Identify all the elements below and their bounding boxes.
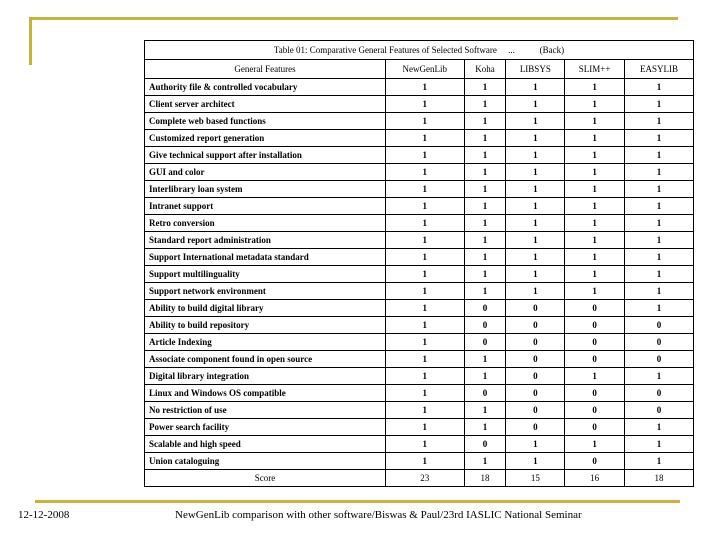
table-row [145,419,694,436]
feature-value: 1 [624,215,693,232]
feature-value: 1 [506,113,565,130]
feature-value: 0 [565,334,625,351]
score-value: 16 [565,470,625,487]
feature-value: 1 [386,317,465,334]
feature-name: Scalable and high speed [145,436,386,453]
feature-name: Ability to build repository [145,317,386,334]
feature-value: 1 [506,198,565,215]
feature-value: 0 [506,334,565,351]
feature-name: Support International metadata standard [145,249,386,266]
feature-value: 1 [565,181,625,198]
feature-value: 1 [386,436,465,453]
feature-value: 1 [565,232,625,249]
table-row [145,96,694,113]
comparison-table [144,40,694,487]
feature-value: 1 [506,96,565,113]
feature-value: 0 [565,419,625,436]
feature-value: 0 [565,351,625,368]
feature-name: Union cataloguing [145,453,386,470]
feature-value: 1 [506,266,565,283]
table-row [145,249,694,266]
feature-value: 1 [386,215,465,232]
feature-value: 1 [464,181,506,198]
table-row [145,368,694,385]
feature-value: 1 [624,96,693,113]
feature-value: 1 [624,266,693,283]
feature-value: 1 [464,232,506,249]
feature-value: 1 [386,164,465,181]
score-value: 23 [386,470,465,487]
footer: NewGenLib comparison with other software/Biswas & Paul/23rd IASLIC National Seminar [175,509,582,521]
feature-value: 1 [624,453,693,470]
feature-value: 1 [506,79,565,96]
table-row [145,181,694,198]
feature-name: GUI and color [145,164,386,181]
feature-name: Complete web based functions [145,113,386,130]
feature-value: 1 [624,130,693,147]
feature-name: Support network environment [145,283,386,300]
feature-name: Authority file & controlled vocabulary [145,79,386,96]
feature-value: 1 [464,249,506,266]
feature-value: 1 [464,164,506,181]
feature-value: 1 [624,232,693,249]
feature-name: Ability to build digital library [145,300,386,317]
feature-name: Standard report administration [145,232,386,249]
feature-value: 1 [464,198,506,215]
feature-value: 1 [565,130,625,147]
feature-value: 1 [386,368,465,385]
feature-value: 1 [506,453,565,470]
table-row [145,198,694,215]
feature-value: 1 [624,198,693,215]
feature-value: 0 [506,300,565,317]
feature-value: 0 [506,351,565,368]
feature-value: 1 [624,113,693,130]
feature-value: 1 [386,300,465,317]
feature-value: 1 [565,198,625,215]
feature-value: 1 [386,385,465,402]
table-row [145,164,694,181]
table-row [145,79,694,96]
feature-value: 1 [464,453,506,470]
feature-value: 1 [506,164,565,181]
feature-name: Give technical support after installation [145,147,386,164]
header-row [145,60,694,79]
feature-value: 1 [386,147,465,164]
feature-value: 1 [624,283,693,300]
top-rule [30,17,678,20]
feature-value: 1 [624,300,693,317]
col-header: LIBSYS [506,60,565,79]
score-value: 18 [464,470,506,487]
date: 12-12-2008 [18,509,70,521]
table-row [145,402,694,419]
feature-value: 1 [624,164,693,181]
col-header: EASYLIB [624,60,693,79]
feature-value: 0 [565,453,625,470]
feature-value: 0 [624,317,693,334]
feature-value: 0 [506,419,565,436]
feature-value: 1 [386,96,465,113]
feature-name: Interlibrary loan system [145,181,386,198]
score-value: 15 [506,470,565,487]
feature-value: 1 [624,368,693,385]
feature-value: 1 [464,79,506,96]
feature-value: 1 [565,436,625,453]
feature-name: Digital library integration [145,368,386,385]
feature-value: 1 [386,266,465,283]
feature-value: 0 [565,402,625,419]
feature-value: 0 [506,402,565,419]
feature-value: 1 [464,147,506,164]
feature-value: 0 [464,385,506,402]
feature-value: 1 [464,351,506,368]
feature-value: 1 [386,113,465,130]
col-header: Koha [464,60,506,79]
feature-value: 1 [464,266,506,283]
feature-value: 1 [506,249,565,266]
feature-name: Intranet support [145,198,386,215]
feature-value: 1 [565,215,625,232]
feature-name: Support multilinguality [145,266,386,283]
feature-value: 0 [624,385,693,402]
feature-name: Associate component found in open source [145,351,386,368]
col-header: SLIM++ [565,60,625,79]
feature-value: 1 [464,419,506,436]
feature-value: 1 [386,232,465,249]
title-text: Table 01: Comparative General Features of Selected Software [273,44,497,55]
feature-value: 1 [464,368,506,385]
feature-value: 1 [506,283,565,300]
feature-name: No restriction of use [145,402,386,419]
table-row [145,147,694,164]
feature-value: 0 [464,436,506,453]
feature-value: 1 [464,113,506,130]
feature-value: 0 [464,317,506,334]
feature-value: 0 [565,385,625,402]
score-row [145,470,694,487]
table-title [145,41,694,60]
table-row [145,113,694,130]
feature-value: 1 [565,147,625,164]
feature-value: 1 [386,334,465,351]
feature-value: 1 [386,419,465,436]
feature-value: 1 [464,283,506,300]
score-label: Score [145,470,386,487]
feature-value: 1 [565,368,625,385]
feature-value: 1 [386,283,465,300]
ellipsis: ... [508,44,515,55]
feature-value: 1 [624,147,693,164]
table-row [145,436,694,453]
feature-name: Power search facility [145,419,386,436]
feature-value: 0 [506,317,565,334]
feature-value: 1 [386,453,465,470]
feature-value: 1 [506,215,565,232]
feature-value: 0 [464,334,506,351]
feature-name: Client server architect [145,96,386,113]
table-row [145,215,694,232]
feature-name: Linux and Windows OS compatible [145,385,386,402]
feature-value: 0 [624,402,693,419]
feature-name: Retro conversion [145,215,386,232]
feature-value: 1 [386,249,465,266]
feature-value: 1 [506,436,565,453]
feature-value: 1 [386,181,465,198]
feature-value: 0 [464,300,506,317]
feature-value: 1 [386,79,465,96]
table-row [145,130,694,147]
feature-value: 1 [464,215,506,232]
bottom-rule [35,500,680,503]
feature-value: 1 [386,130,465,147]
feature-value: 0 [506,368,565,385]
table-row [145,351,694,368]
table-row [145,334,694,351]
col-header: General Features [145,60,386,79]
feature-value: 1 [386,402,465,419]
table-row [145,266,694,283]
feature-value: 1 [506,130,565,147]
feature-value: 1 [464,402,506,419]
feature-value: 1 [624,181,693,198]
feature-value: 1 [624,249,693,266]
score-value: 18 [624,470,693,487]
table-row [145,317,694,334]
table-row [145,385,694,402]
feature-value: 1 [464,96,506,113]
feature-value: 1 [624,436,693,453]
feature-value: 1 [386,351,465,368]
left-rule [29,17,32,65]
table-row [145,453,694,470]
feature-value: 1 [386,198,465,215]
feature-value: 1 [624,419,693,436]
feature-value: 1 [565,113,625,130]
feature-value: 1 [565,164,625,181]
feature-value: 0 [565,317,625,334]
feature-value: 1 [565,249,625,266]
table-row [145,300,694,317]
feature-value: 1 [624,79,693,96]
feature-value: 1 [506,147,565,164]
feature-value: 1 [506,181,565,198]
feature-value: 0 [506,385,565,402]
feature-value: 0 [565,300,625,317]
feature-value: 1 [565,79,625,96]
table-row [145,283,694,300]
feature-value: 1 [565,266,625,283]
feature-value: 1 [506,232,565,249]
col-header: NewGenLib [386,60,465,79]
feature-value: 1 [565,283,625,300]
feature-value: 1 [464,130,506,147]
table-row [145,232,694,249]
feature-value: 1 [565,96,625,113]
feature-value: 0 [624,334,693,351]
feature-value: 0 [624,351,693,368]
back-link[interactable]: (Back) [539,44,565,55]
feature-name: Article Indexing [145,334,386,351]
table-title-row [145,41,694,60]
feature-name: Customized report generation [145,130,386,147]
